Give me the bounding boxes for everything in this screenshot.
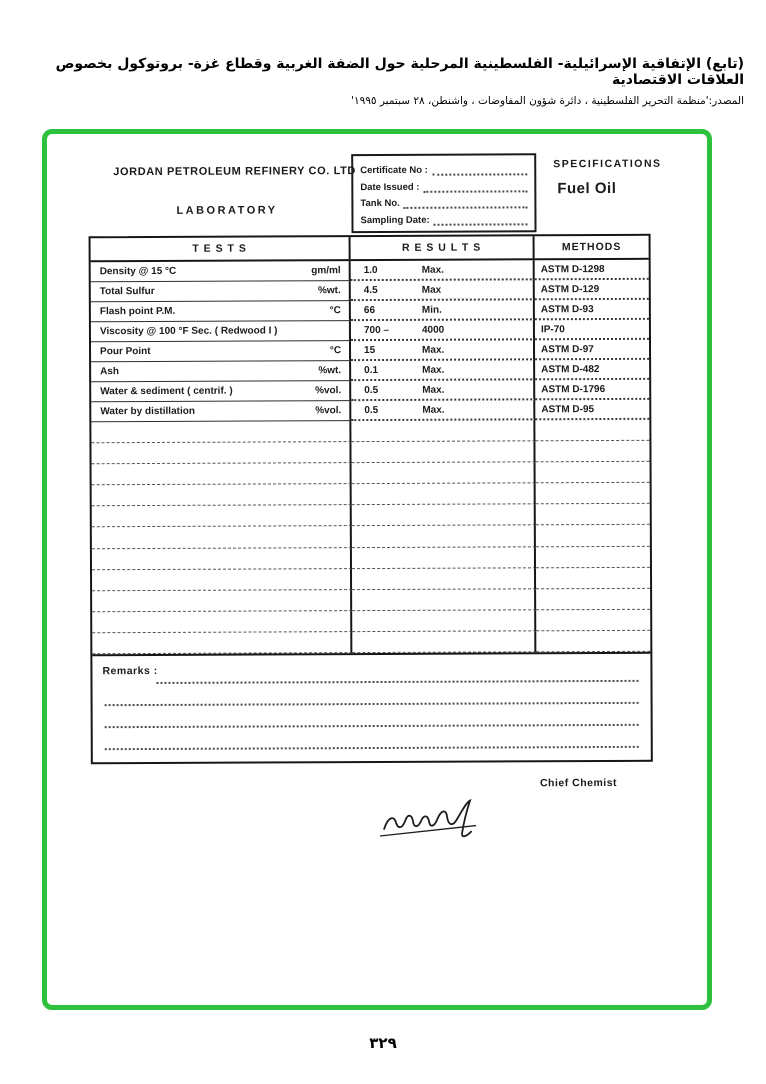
table-row-density xyxy=(91,260,649,282)
signature xyxy=(378,795,488,850)
date-issued-fill-line xyxy=(423,181,527,192)
method-cell: ASTM D-93 xyxy=(535,300,649,320)
result-value: 1.0 xyxy=(363,264,378,276)
result-limit: Max. xyxy=(422,404,445,416)
method-cell: ASTM D-97 xyxy=(535,340,649,360)
results-table xyxy=(89,234,653,764)
arabic-header-title: (تابع) الإتفاقية الإسرائيلية- الفلسطينية المرحلية حول الضفة الغربية وقطاع غزة- بروتوكول بخصوص العلاقات الاقتصادية xyxy=(55,56,744,88)
company-name: JORDAN PETROLEUM REFINERY CO. LTD xyxy=(113,165,356,179)
empty-table-row xyxy=(92,462,650,486)
table-row-flash-point xyxy=(91,300,649,322)
scanned-form xyxy=(45,133,709,1007)
result-limit: Min. xyxy=(421,304,442,316)
specifications-label: SPECIFICATIONS xyxy=(553,157,662,171)
page-number: ٣٢٩ xyxy=(369,1034,397,1052)
empty-table-row xyxy=(92,610,650,634)
test-unit: °C xyxy=(329,305,341,317)
certificate-no-label: Certificate No : xyxy=(360,164,428,177)
table-row-water-sediment xyxy=(91,380,649,402)
table-row-pour-point xyxy=(91,340,649,362)
test-unit: %vol. xyxy=(315,385,342,397)
tank-no-row xyxy=(360,194,527,210)
test-name: Total Sulfur xyxy=(99,285,155,298)
test-unit: gm/ml xyxy=(311,265,341,277)
test-name: Ash xyxy=(100,366,120,378)
empty-table-row xyxy=(92,525,650,549)
result-value: 0.5 xyxy=(364,404,379,416)
remarks-fill-line xyxy=(156,680,638,684)
remarks-section xyxy=(92,652,650,762)
table-row-viscosity xyxy=(91,320,649,342)
method-cell: ASTM D-129 xyxy=(535,280,649,300)
table-row-total-sulfur xyxy=(91,280,649,302)
table-header-row xyxy=(91,236,649,262)
certificate-info-box xyxy=(351,153,536,233)
empty-rows-area xyxy=(91,420,650,654)
certificate-no-row xyxy=(360,160,527,176)
method-cell: IP-70 xyxy=(535,320,649,340)
empty-table-row xyxy=(92,546,650,570)
col-header-tests: T E S T S xyxy=(91,237,351,260)
result-value: 4.5 xyxy=(363,284,378,296)
result-limit: Max. xyxy=(422,364,445,376)
tank-no-fill-line xyxy=(404,198,528,210)
method-cell: ASTM D-1796 xyxy=(535,380,649,400)
col-header-results: R E S U L T S xyxy=(351,236,535,259)
col-header-methods: METHODS xyxy=(561,240,622,254)
result-value: 0.5 xyxy=(364,384,379,396)
empty-table-row xyxy=(91,441,649,465)
remarks-fill-line xyxy=(105,746,639,750)
tank-no-label: Tank No. xyxy=(360,198,400,210)
test-name: Water by distillation xyxy=(100,405,195,418)
test-name: Flash point P.M. xyxy=(99,305,176,318)
test-name: Pour Point xyxy=(100,345,151,358)
result-limit: 4000 xyxy=(421,324,445,336)
remarks-fill-line xyxy=(105,702,639,706)
chief-chemist-label: Chief Chemist xyxy=(539,776,618,790)
empty-table-row xyxy=(92,589,650,613)
result-value: 66 xyxy=(363,304,376,316)
result-limit: Max. xyxy=(421,264,444,276)
sampling-date-fill-line xyxy=(434,214,528,225)
product-name: Fuel Oil xyxy=(557,179,617,198)
method-cell: ASTM D-482 xyxy=(535,360,649,380)
result-value: 0.1 xyxy=(364,364,379,376)
date-issued-label: Date Issued : xyxy=(360,181,420,193)
table-row-water-distillation xyxy=(91,400,649,422)
empty-table-row xyxy=(92,567,650,591)
empty-table-row xyxy=(92,631,650,655)
arabic-header xyxy=(20,56,744,107)
empty-table-row xyxy=(92,504,650,528)
document-frame xyxy=(42,129,712,1010)
department-label: LABORATORY xyxy=(176,204,278,217)
test-unit: %wt. xyxy=(317,285,341,297)
sampling-date-label: Sampling Date: xyxy=(360,214,430,227)
remarks-fill-line xyxy=(105,724,639,728)
result-limit: Max xyxy=(421,284,442,296)
test-name: Density @ 15 °C xyxy=(99,265,177,278)
table-row-ash xyxy=(91,360,649,382)
sampling-date-row xyxy=(360,210,527,226)
test-unit: %wt. xyxy=(318,365,342,377)
signature-scribble xyxy=(378,795,488,850)
test-name: Viscosity @ 100 °F Sec. ( Redwood I ) xyxy=(99,325,278,338)
test-unit: °C xyxy=(329,345,342,357)
certificate-no-fill-line xyxy=(432,164,527,175)
date-issued-row xyxy=(360,177,527,193)
result-value: 700 – xyxy=(363,324,390,336)
test-unit: %vol. xyxy=(315,405,342,417)
empty-table-row xyxy=(92,483,650,507)
arabic-header-source: المصدر:'منظمة التحرير الفلسطينية ، دائرة شؤون المفاوضات ، واشنطن، ٢٨ سبتمبر ١٩٩٥' xyxy=(351,95,744,107)
result-limit: Max. xyxy=(422,344,445,356)
test-name: Water & sediment ( centrif. ) xyxy=(100,385,233,398)
result-value: 15 xyxy=(364,344,376,356)
remarks-label: Remarks : xyxy=(102,664,158,678)
result-limit: Max. xyxy=(422,384,445,396)
method-cell: ASTM D-95 xyxy=(535,400,649,420)
method-cell: ASTM D-1298 xyxy=(535,260,649,280)
empty-table-row xyxy=(91,420,649,444)
